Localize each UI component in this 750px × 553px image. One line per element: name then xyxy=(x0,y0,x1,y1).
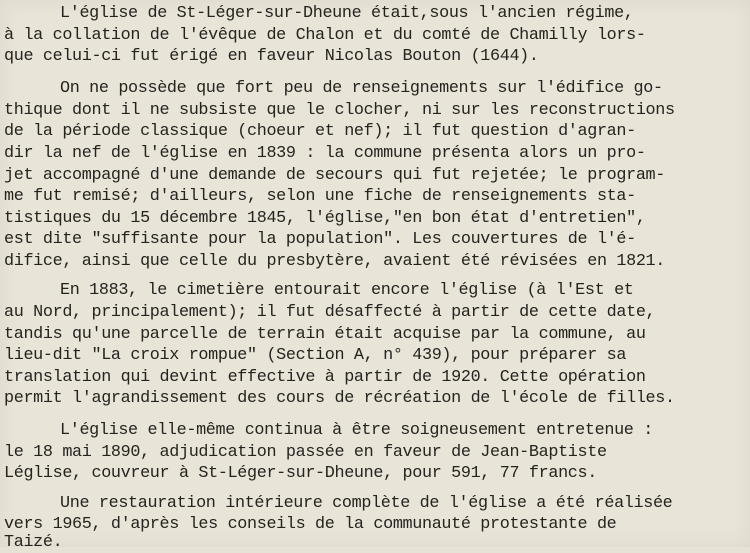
text-line: On ne possède que fort peu de renseignements sur l'édifice go- xyxy=(60,79,663,98)
text-line: Léglise, couvreur à St-Léger-sur-Dheune, pour 591, 77 francs. xyxy=(4,464,597,483)
text-line: difice, ainsi que celle du presbytère, avaient été révisées en 1821. xyxy=(4,252,665,271)
text-line: au Nord, principalement); il fut désaffecté à partir de cette date, xyxy=(4,303,656,322)
text-line: à la collation de l'évêque de Chalon et du comté de Chamilly lors- xyxy=(4,26,646,45)
text-line: dir la nef de l'église en 1839 : la commune présenta alors un pro- xyxy=(4,144,646,163)
text-line: L'église de St-Léger-sur-Dheune était,sous l'ancien régime, xyxy=(60,4,634,23)
text-line: En 1883, le cimetière entourait encore l'église (à l'Est et xyxy=(60,281,634,300)
text-line: thique dont il ne subsiste que le clocher, ni sur les reconstructions xyxy=(4,101,675,120)
text-line: de la période classique (choeur et nef); il fut question d'agran- xyxy=(4,122,636,141)
text-line: me fut remisé; d'ailleurs, selon une fiche de renseignements sta- xyxy=(4,187,636,206)
text-line: tandis qu'une parcelle de terrain était acquise par la commune, au xyxy=(4,325,646,344)
text-line: permit l'agrandissement des cours de récréation de l'école de filles. xyxy=(4,389,675,408)
text-line: translation qui devint effective à partir de 1920. Cette opération xyxy=(4,368,646,387)
text-line: le 18 mai 1890, adjudication passée en faveur de Jean-Baptiste xyxy=(4,443,607,462)
text-line: L'église elle-même continua à être soigneusement entretenue : xyxy=(60,421,653,440)
text-line: Une restauration intérieure complète de l'église a été réalisée xyxy=(60,494,673,513)
text-line: vers 1965, d'après les conseils de la communauté protestante de xyxy=(4,515,617,534)
text-line: lieu-dit "La croix rompue" (Section A, n° 439), pour préparer sa xyxy=(4,346,627,365)
text-line: jet accompagné d'une demande de secours qui fut rejetée; le program- xyxy=(4,166,665,185)
text-line: est dite "suffisante pour la population". Les couvertures de l'é- xyxy=(4,230,636,249)
text-line: que celui-ci fut érigé en faveur Nicolas Bouton (1644). xyxy=(4,47,539,66)
text-line: tistiques du 15 décembre 1845, l'église,"en bon état d'entretien", xyxy=(4,209,646,228)
text-line: Taizé. xyxy=(4,533,63,552)
